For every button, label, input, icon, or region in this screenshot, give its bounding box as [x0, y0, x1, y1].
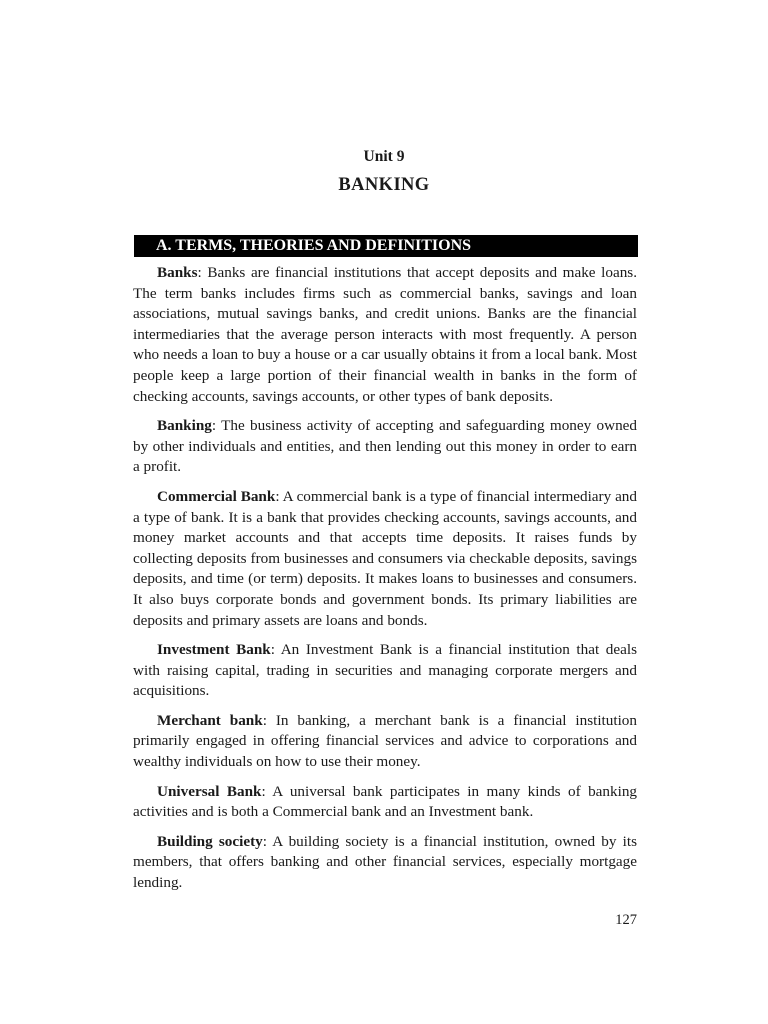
definition-commercial-bank	[133, 487, 637, 631]
term-investment-bank: Investment Bank	[157, 641, 271, 659]
term-building-society: Building society	[157, 832, 263, 850]
definitions-list	[133, 263, 637, 903]
definition-text: : The business activity of accepting and safeguarding money owned by other individuals and entities, and then lending out this money in order to earn a profit.	[133, 417, 637, 476]
definition-text: : A commercial bank is a type of financial intermediary and a type of bank. It is a bank that provides checking accounts, savings accounts, and money market accounts and that accepts time deposits. It raises funds by collecting deposits from businesses and consumers via checkable deposits, savings deposits, and time (or term) deposits. It makes loans to businesses and consumers. It also buys corporate bonds and government bonds. Its primary liabilities are deposits and primary assets are loans and bonds.	[133, 487, 637, 629]
definition-text: : In banking, a merchant bank is a financial institution primarily engaged in offering financial services and advice to corporations and wealthy individuals on how to use their money.	[133, 711, 637, 771]
term-banks: Banks	[157, 264, 198, 281]
definition-text: : Banks are financial institutions that accept deposits and make loans. The term banks includes firms such as commercial banks, savings and loan associations, mutual savings banks, and credit unions. Banks are the financial intermediaries that the average person interacts with most frequently. A person who needs a loan to buy a house or a car usually obtains it from a local bank. Most people keep a large portion of their financial wealth in banks in the form of checking accounts, savings accounts, or other types of bank deposits.	[133, 264, 637, 405]
section-heading: A. TERMS, THEORIES AND DEFINITIONS	[134, 235, 638, 257]
definition-banking	[133, 416, 637, 478]
definition-text: : A universal bank participates in many kinds of banking activities and is both a Commercial bank and an Investment bank.	[133, 782, 637, 821]
unit-label: Unit 9	[363, 148, 405, 165]
term-commercial-bank: Commercial Bank	[157, 487, 276, 505]
definition-universal-bank	[133, 782, 637, 823]
term-merchant-bank: Merchant bank	[157, 711, 263, 729]
term-universal-bank: Universal Bank	[157, 782, 262, 800]
page-number: 127	[615, 912, 637, 928]
definition-merchant-bank	[133, 711, 637, 773]
definition-building-society	[133, 832, 637, 894]
definition-banks	[133, 263, 637, 407]
term-banking: Banking	[157, 417, 212, 435]
definition-text: : A building society is a financial institution, owned by its members, that offers banking and other financial services, especially mortgage lending.	[133, 832, 637, 892]
definition-investment-bank	[133, 640, 637, 702]
page-title: BANKING	[338, 175, 430, 195]
definition-text: : An Investment Bank is a financial institution that deals with raising capital, trading in securities and managing corporate mergers and acquisitions.	[133, 641, 637, 700]
